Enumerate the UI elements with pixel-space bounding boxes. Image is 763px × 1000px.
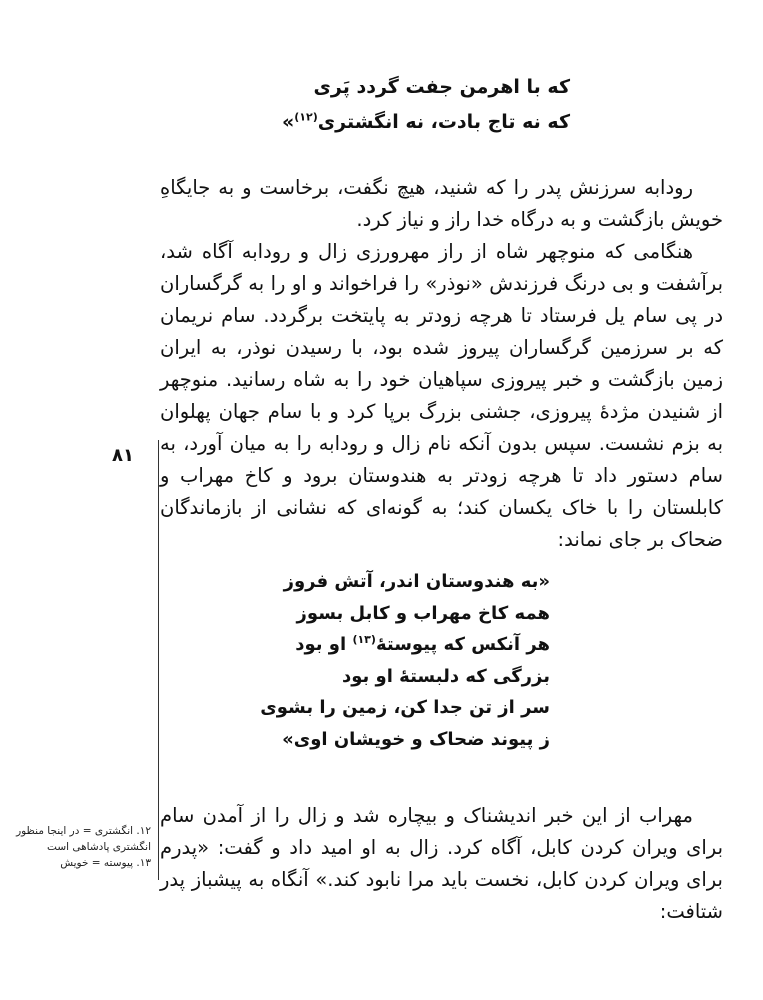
footnote-ref-13: (۱۳): [352, 633, 376, 646]
verse-line: [200, 105, 570, 140]
opening-verse: [200, 70, 570, 140]
footnote-12: ۱۲. انگشتری = در اینجا منظور: [16, 825, 151, 837]
poem-line: بزرگی که دلبستهٔ او بود: [341, 665, 550, 687]
footnotes: [8, 823, 151, 871]
poem-line: همه کاخ مهراب و کابل بسوز: [296, 602, 550, 624]
closing-quote: »: [281, 111, 295, 133]
verse-line-text: که نه تاج بادت، نه انگشتری: [317, 111, 570, 133]
margin-rule: [158, 440, 159, 795]
page-number: ۸۱: [112, 445, 134, 466]
poem-line-text: هر آنکس که پیوستهٔ: [375, 634, 550, 655]
verse-line: که با اهرمن جفت گردد پَری: [313, 76, 570, 98]
body-text-section-2: [160, 800, 723, 928]
poem-line: «به هندوستان اندر، آتش فروز: [283, 571, 550, 592]
footnote-13: ۱۳. پیوسته = خویش: [60, 857, 151, 869]
poem-block: [260, 566, 550, 755]
body-text-section-1: [160, 172, 723, 556]
footnote-ref-12: (۱۲): [294, 110, 318, 124]
poem-line-text: او بود: [295, 634, 353, 655]
paragraph: هنگامی که منوچهر شاه از راز مهرورزی زال و رودابه آگاه شد، برآشفت و بی درنگ فرزندش «نوذر» را فراخواند و او را به گرگساران در پی سام یل فرستاد تا هرچه زودتر به پایتخت برگردد. سام نریمان که بر سرزمین گرگساران پیروز شده بود، با رسیدن نوذر، به ایران زمین بازگشت و خبر پیروزی سپاهیان خود را به شاه رسانید. منوچهر از شنیدن مژدهٔ پیروزی، جشنی بزرگ برپا کرد و با سام جهان پهلوان به بزم نشست. سپس بدون آنکه نام زال و رودابه را به میان آورد، به سام دستور داد تا هرچه زودتر به هندوستان برود و کاخ مهراب و کابلستان را با خاک یکسان کند؛ به گونه‌ای که نشانی از بازماندگان ضحاک بر جای نماند:: [160, 240, 723, 551]
poem-line: ز پیوند ضحاک و خویشان اوی»: [282, 728, 550, 750]
poem-line: سر از تن جدا کن، زمین را بشوی: [260, 697, 550, 718]
paragraph: مهراب از این خبر اندیشناک و بیچاره شد و زال را از آمدن سام برای ویران کردن کابل، آگاه کرد. زال به او امید داد و گفت: «پدرم برای ویران کردن کابل، نخست باید مرا نابود کند.» آنگاه به پیشباز پدر شتافت:: [160, 804, 723, 923]
paragraph: رودابه سرزنش پدر را که شنید، هیچ نگفت، برخاست و به جایگاهِ خویش بازگشت و به درگاه خدا راز و نیاز کرد.: [160, 176, 723, 231]
footnote-12-cont: انگشتری پادشاهی است: [47, 841, 151, 853]
footnote-rule: [158, 790, 159, 880]
poem-line: [280, 629, 550, 661]
